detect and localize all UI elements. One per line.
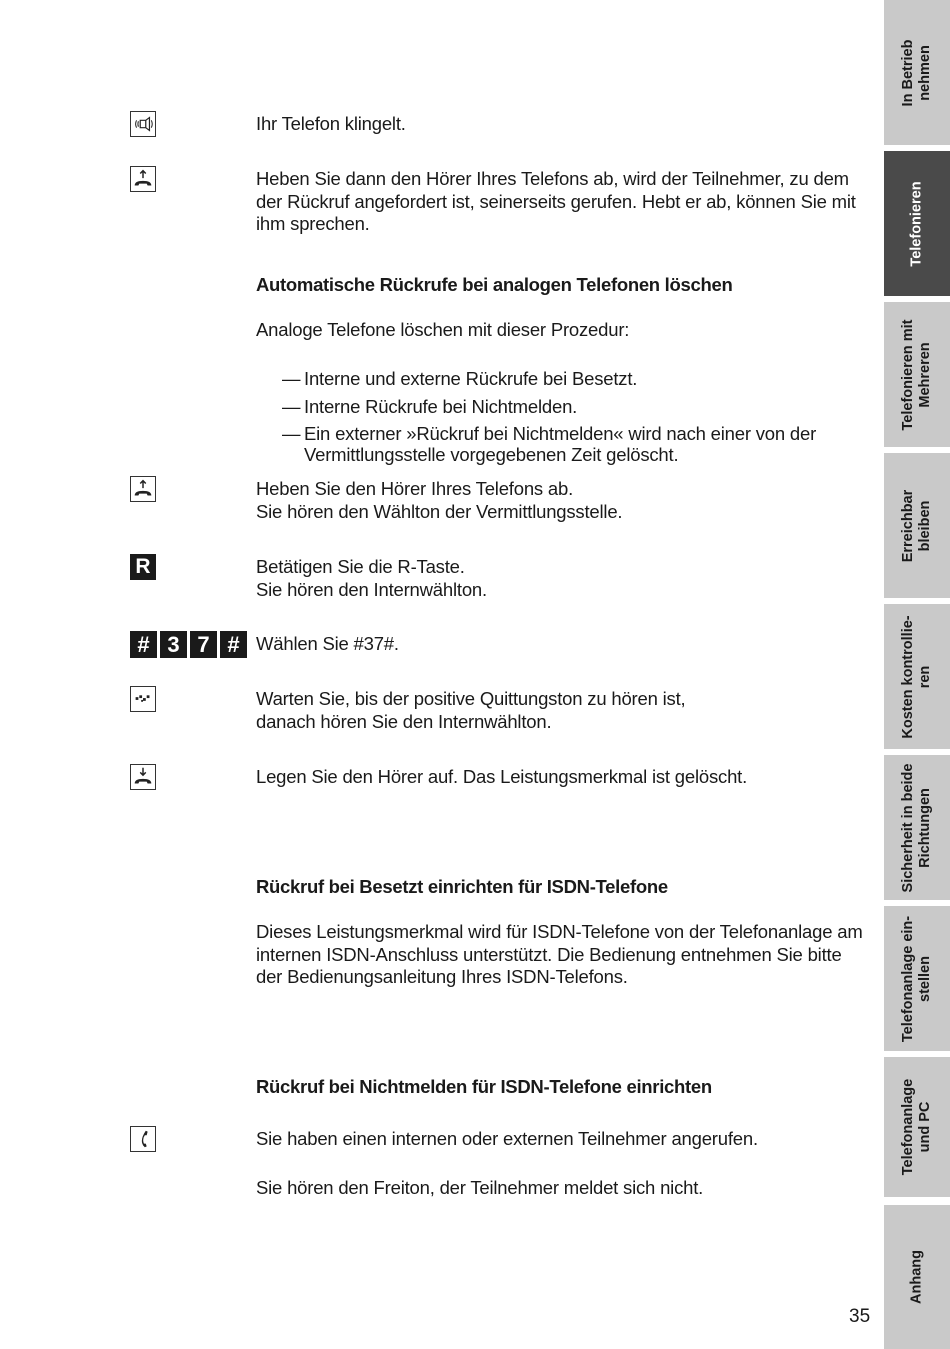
digit-key: 3 [160, 631, 187, 658]
lift-paragraph [256, 168, 876, 236]
called-text: Sie haben einen internen oder externen Teilnehmer angerufen. [256, 1128, 758, 1149]
tab-erreichbar-bleiben[interactable]: Erreichbar bleiben [884, 453, 950, 598]
hash-key: # [130, 631, 157, 658]
hangup-text: Legen Sie den Hörer auf. Das Leistungsmerkmal ist gelöscht. [256, 766, 748, 787]
intro-text: Analoge Telefone löschen mit dieser Prozedur: [256, 319, 630, 340]
handset-hangup-icon [130, 764, 156, 790]
r-key-icon: R [130, 554, 156, 580]
text-line: der Bedienungsanleitung Ihres ISDN-Telefons. [256, 966, 628, 987]
section-heading: Automatische Rückrufe bei analogen Telefonen löschen [256, 274, 733, 295]
handset-lift-icon [130, 476, 156, 502]
isdn-paragraph [256, 921, 876, 989]
section-heading: Rückruf bei Nichtmelden für ISDN-Telefone einrichten [256, 1076, 712, 1097]
wait-paragraph [256, 688, 876, 733]
hash-key: # [220, 631, 247, 658]
dial-text: Wählen Sie #37#. [256, 633, 399, 654]
text-line: der Rückruf angefordert ist, seinerseits gerufen. Hebt er ab, können Sie mit [256, 190, 856, 212]
handset-lift-icon [130, 166, 156, 192]
tab-telefonieren-mit-mehreren[interactable]: Telefonieren mit Mehreren [884, 302, 950, 447]
text-line: Dieses Leistungsmerkmal wird für ISDN-Telefone von der Telefonanlage am [256, 921, 863, 942]
handset-call-icon [130, 1126, 156, 1152]
tab-in-betrieb-nehmen[interactable]: In Betrieb nehmen [884, 0, 950, 145]
text-line: Warten Sie, bis der positive Quittungston zu hören ist, [256, 688, 686, 709]
ringing-phone-icon [130, 111, 156, 137]
text-line: Heben Sie den Hörer Ihres Telefons ab. [256, 478, 574, 499]
tab-sicherheit[interactable]: Sicherheit in beide Richtungen [884, 755, 950, 900]
tab-telefonanlage-einstellen[interactable]: Telefonanlage ein- stellen [884, 906, 950, 1051]
freiton-text: Sie hören den Freiton, der Teilnehmer meldet sich nicht. [256, 1177, 704, 1198]
tab-kosten-kontrollieren[interactable]: Kosten kontrollie- ren [884, 604, 950, 749]
rkey-paragraph [256, 556, 876, 601]
digit-key: 7 [190, 631, 217, 658]
ring-text: Ihr Telefon klingelt. [256, 113, 406, 134]
list-item: — Interne Rückrufe bei Nichtmelden. [282, 396, 578, 417]
text-line: internen ISDN-Anschluss unterstützt. Die Bedienung entnehmen Sie bitte [256, 943, 842, 965]
lift-paragraph [256, 478, 876, 523]
text-line: Heben Sie dann den Hörer Ihres Telefons ab, wird der Teilnehmer, zu dem [256, 168, 849, 189]
chapter-tabs [884, 0, 950, 1349]
text-line: Sie hören den Internwählton. [256, 578, 487, 600]
tab-telefonanlage-und-pc[interactable]: Telefonanlage und PC [884, 1057, 950, 1197]
tab-telefonieren[interactable]: Telefonieren [884, 151, 950, 296]
dial-keys [130, 631, 247, 658]
text-line: Betätigen Sie die R-Taste. [256, 556, 465, 577]
text-line: ihm sprechen. [256, 213, 370, 234]
tab-anhang[interactable]: Anhang [884, 1205, 950, 1349]
text-line: danach hören Sie den Internwählton. [256, 710, 552, 732]
confirmation-tone-icon [130, 686, 156, 712]
text-line: Sie hören den Wählton der Vermittlungsstelle. [256, 500, 623, 522]
list-item: — Interne und externe Rückrufe bei Besetzt. [282, 368, 638, 389]
page-number: 35 [849, 1306, 871, 1327]
list-item: — Ein externer »Rückruf bei Nichtmelden« wird nach einer von der Vermittlungsstelle vorgegebenen Zeit gelöscht. [282, 423, 817, 465]
section-heading: Rückruf bei Besetzt einrichten für ISDN-Telefone [256, 876, 668, 897]
